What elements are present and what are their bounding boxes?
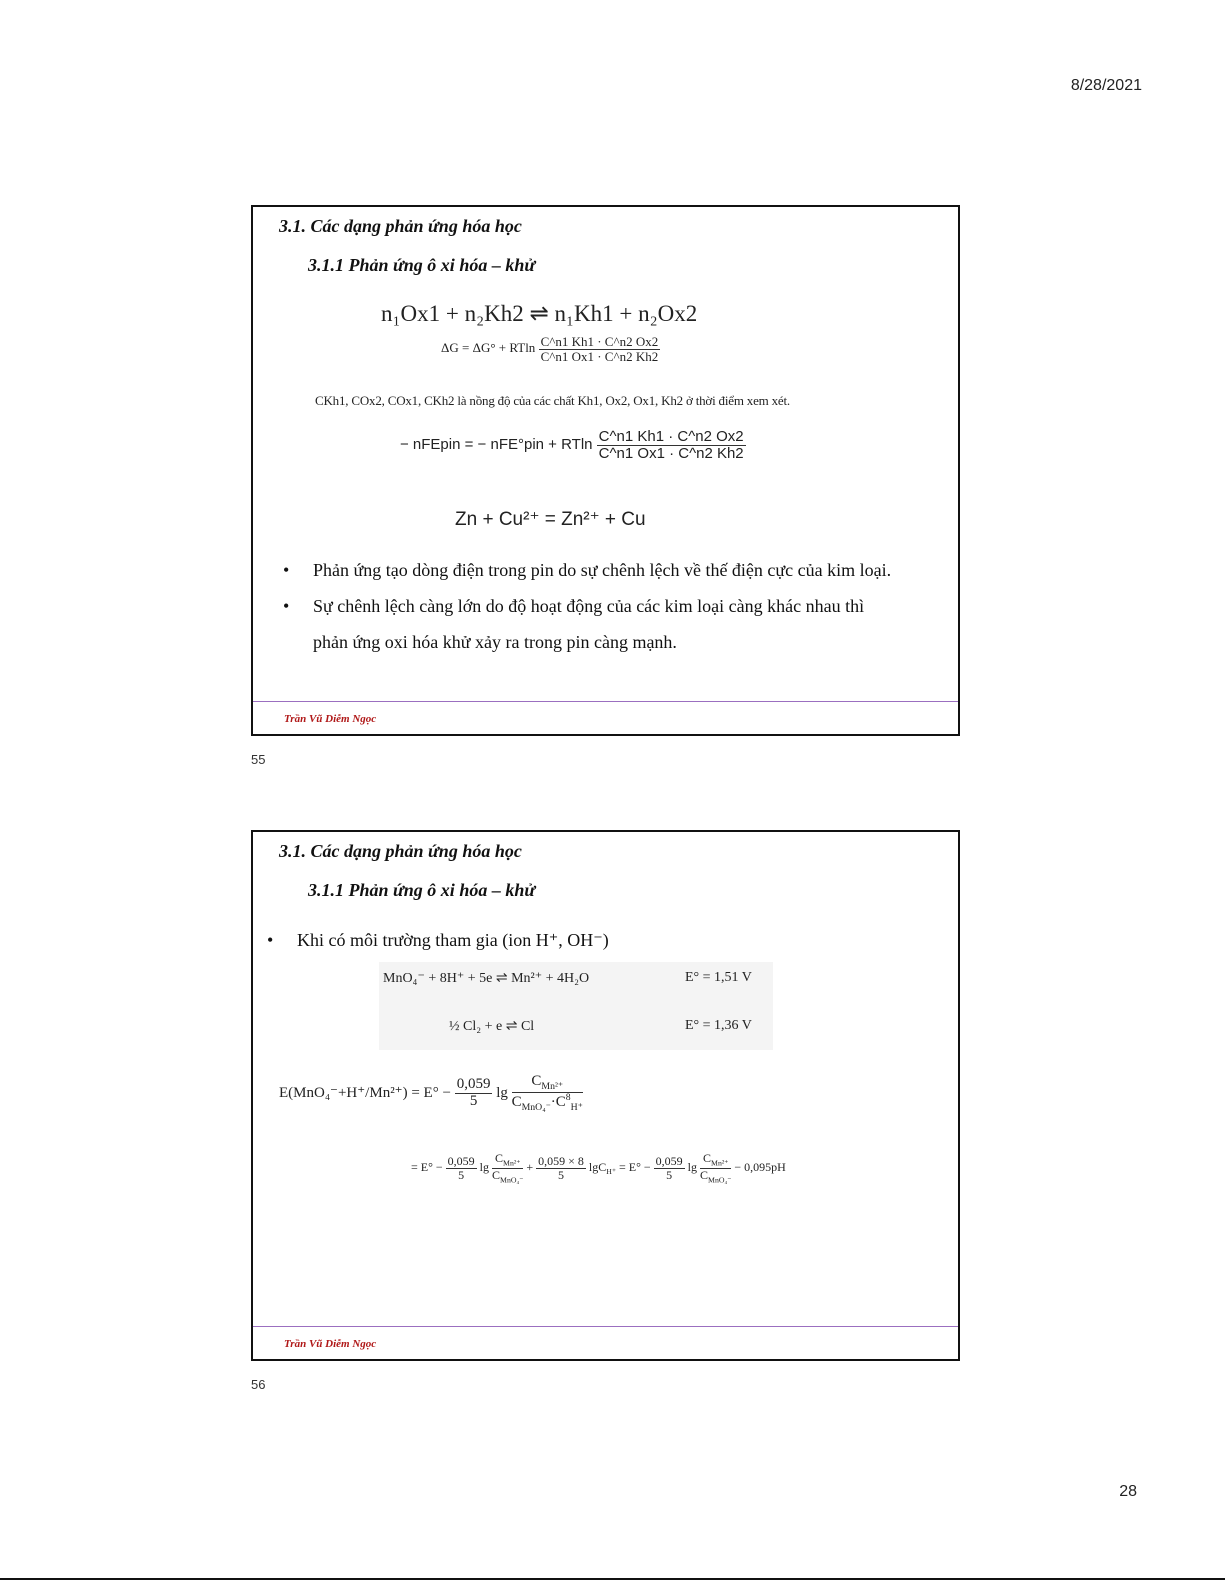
bullet-list	[283, 552, 891, 660]
bullet-continuation: phản ứng oxi hóa khử xảy ra trong pin càng mạnh.	[313, 632, 677, 652]
coefficient2-numerator: 0,059 × 8	[538, 1153, 584, 1168]
bullet-item: • Phản ứng tạo dòng điện trong pin do sự chênh lệch về thế điện cực của kim loại.	[283, 552, 891, 588]
coefficient2-denominator: 5	[558, 1167, 564, 1182]
coefficient-fraction	[455, 1077, 493, 1110]
concentration-numerator: $C_{Mn^{2+}}$	[512, 1074, 583, 1093]
coefficient-numerator: 0,059	[447, 1153, 475, 1168]
gibbs-fraction	[539, 335, 661, 363]
coefficient-denominator: 5	[666, 1167, 673, 1182]
nernst-equation	[400, 429, 746, 462]
nernst-fraction	[597, 429, 746, 462]
concentration-denominator: $C_{MnO_4^-}$	[700, 1167, 732, 1184]
cl2-half-reaction: ½ Cl₂ + e ⇌ Cl	[449, 1019, 535, 1034]
bullet-list	[267, 922, 609, 958]
nernst-mno4-equation	[279, 1074, 583, 1113]
page-number: 28	[1119, 1483, 1137, 1500]
nernst-mno4-expanded: = E° − $\frac{0,059}{5}$ lg $\frac{C_{Mn^{2+}}}{C_{MnO_4^-}}$ + $\frac{0,059 \times 8}{5}$ lgC$_{H^+}$ = E° − $\frac{0,059}{5}$ lg $\frac{C_{Mn^{2+}}}{C_{MnO_4^-}}$ − 0,095pH	[411, 1151, 786, 1184]
ph-term: − 0,095pH	[734, 1159, 786, 1174]
slide-56	[251, 830, 960, 1361]
slide-55	[251, 205, 960, 736]
zn-cu-equation: Zn + Cu²⁺ = Zn²⁺ + Cu	[455, 509, 646, 530]
concentration-fraction	[492, 1152, 523, 1184]
concentration-fraction	[700, 1152, 731, 1184]
redox-reaction-equation: n₁Ox1 + n₂Kh2 ⇌ n₁Kh1 + n₂Ox2	[381, 301, 698, 326]
slide-subtitle: 3.1.1 Phản ứng ô xi hóa – khử	[308, 880, 536, 900]
log-symbol: lg	[479, 1159, 490, 1174]
bullet-item: • Sự chênh lệch càng lớn do độ hoạt động của các kim loại càng khác nhau thì	[283, 588, 891, 624]
concentration-fraction	[512, 1074, 583, 1113]
nernst-numerator: C^n1 Kh1 · C^n2 Ox2	[598, 428, 744, 445]
coefficient-denominator: 5	[469, 1093, 478, 1110]
footer-divider	[253, 701, 958, 702]
concentration-denominator: $C_{MnO_4^-}\cdot C^8_{H^+}$	[511, 1092, 583, 1114]
coefficient-numerator: 0,059	[456, 1076, 491, 1093]
gibbs-numerator: C^n1 Kh1 · C^n2 Ox2	[540, 334, 659, 349]
nernst-denominator: C^n1 Ox1 · C^n2 Kh2	[598, 444, 744, 462]
gibbs-denominator: C^n1 Ox1 · C^n2 Kh2	[540, 348, 659, 364]
nernst-lhs: − nFEpin = − nFE°pin + RTln	[400, 436, 593, 454]
author-name: Trần Vũ Diễm Ngọc	[284, 1338, 377, 1350]
coefficient-denominator: 5	[458, 1167, 465, 1182]
cl2-standard-potential: E° = 1,36 V	[685, 1018, 752, 1033]
author-name: Trần Vũ Diễm Ngọc	[284, 713, 377, 725]
concentration-numerator: $C_{Mn^{2+}}$	[700, 1152, 731, 1169]
coefficient-numerator: 0,059	[655, 1153, 683, 1168]
slide-subtitle: 3.1.1 Phản ứng ô xi hóa – khử	[308, 255, 536, 275]
slide-number: 55	[251, 752, 266, 767]
log-symbol: lg	[687, 1159, 697, 1174]
nernst-mno4-lhs: E(MnO₄⁻+H⁺/Mn²⁺) = E° −	[279, 1085, 451, 1102]
bottom-rule	[0, 1578, 1225, 1580]
concentration-denominator: $C_{MnO_4^-}$	[492, 1167, 524, 1184]
gibbs-equation	[441, 335, 660, 363]
mno4-half-reaction: MnO₄⁻ + 8H⁺ + 5e ⇌ Mn²⁺ + 4H₂O	[383, 971, 590, 986]
gibbs-lhs: ΔG = ΔG° + RTln	[441, 340, 536, 356]
footer-divider	[253, 1326, 958, 1327]
concentration-note: CKh1, COx2, COx1, CKh2 là nồng độ của các chất Kh1, Ox2, Ox1, Kh2 ở thời điểm xem xét.	[315, 393, 790, 408]
concentration-numerator: $C_{Mn^{2+}}$	[492, 1152, 523, 1169]
slide-title: 3.1. Các dạng phản ứng hóa học	[279, 216, 522, 236]
log-symbol: lg	[496, 1085, 508, 1102]
slide-number: 56	[251, 1377, 266, 1392]
slide-title: 3.1. Các dạng phản ứng hóa học	[279, 841, 522, 861]
coefficient-fraction	[654, 1155, 685, 1181]
mno4-standard-potential: E° = 1,51 V	[685, 970, 752, 985]
header-date: 8/28/2021	[1070, 77, 1142, 94]
bullet-item: • Khi có môi trường tham gia (ion H⁺, OH⁻)	[267, 922, 609, 958]
coefficient2-fraction	[536, 1155, 586, 1181]
coefficient-fraction	[446, 1155, 477, 1181]
